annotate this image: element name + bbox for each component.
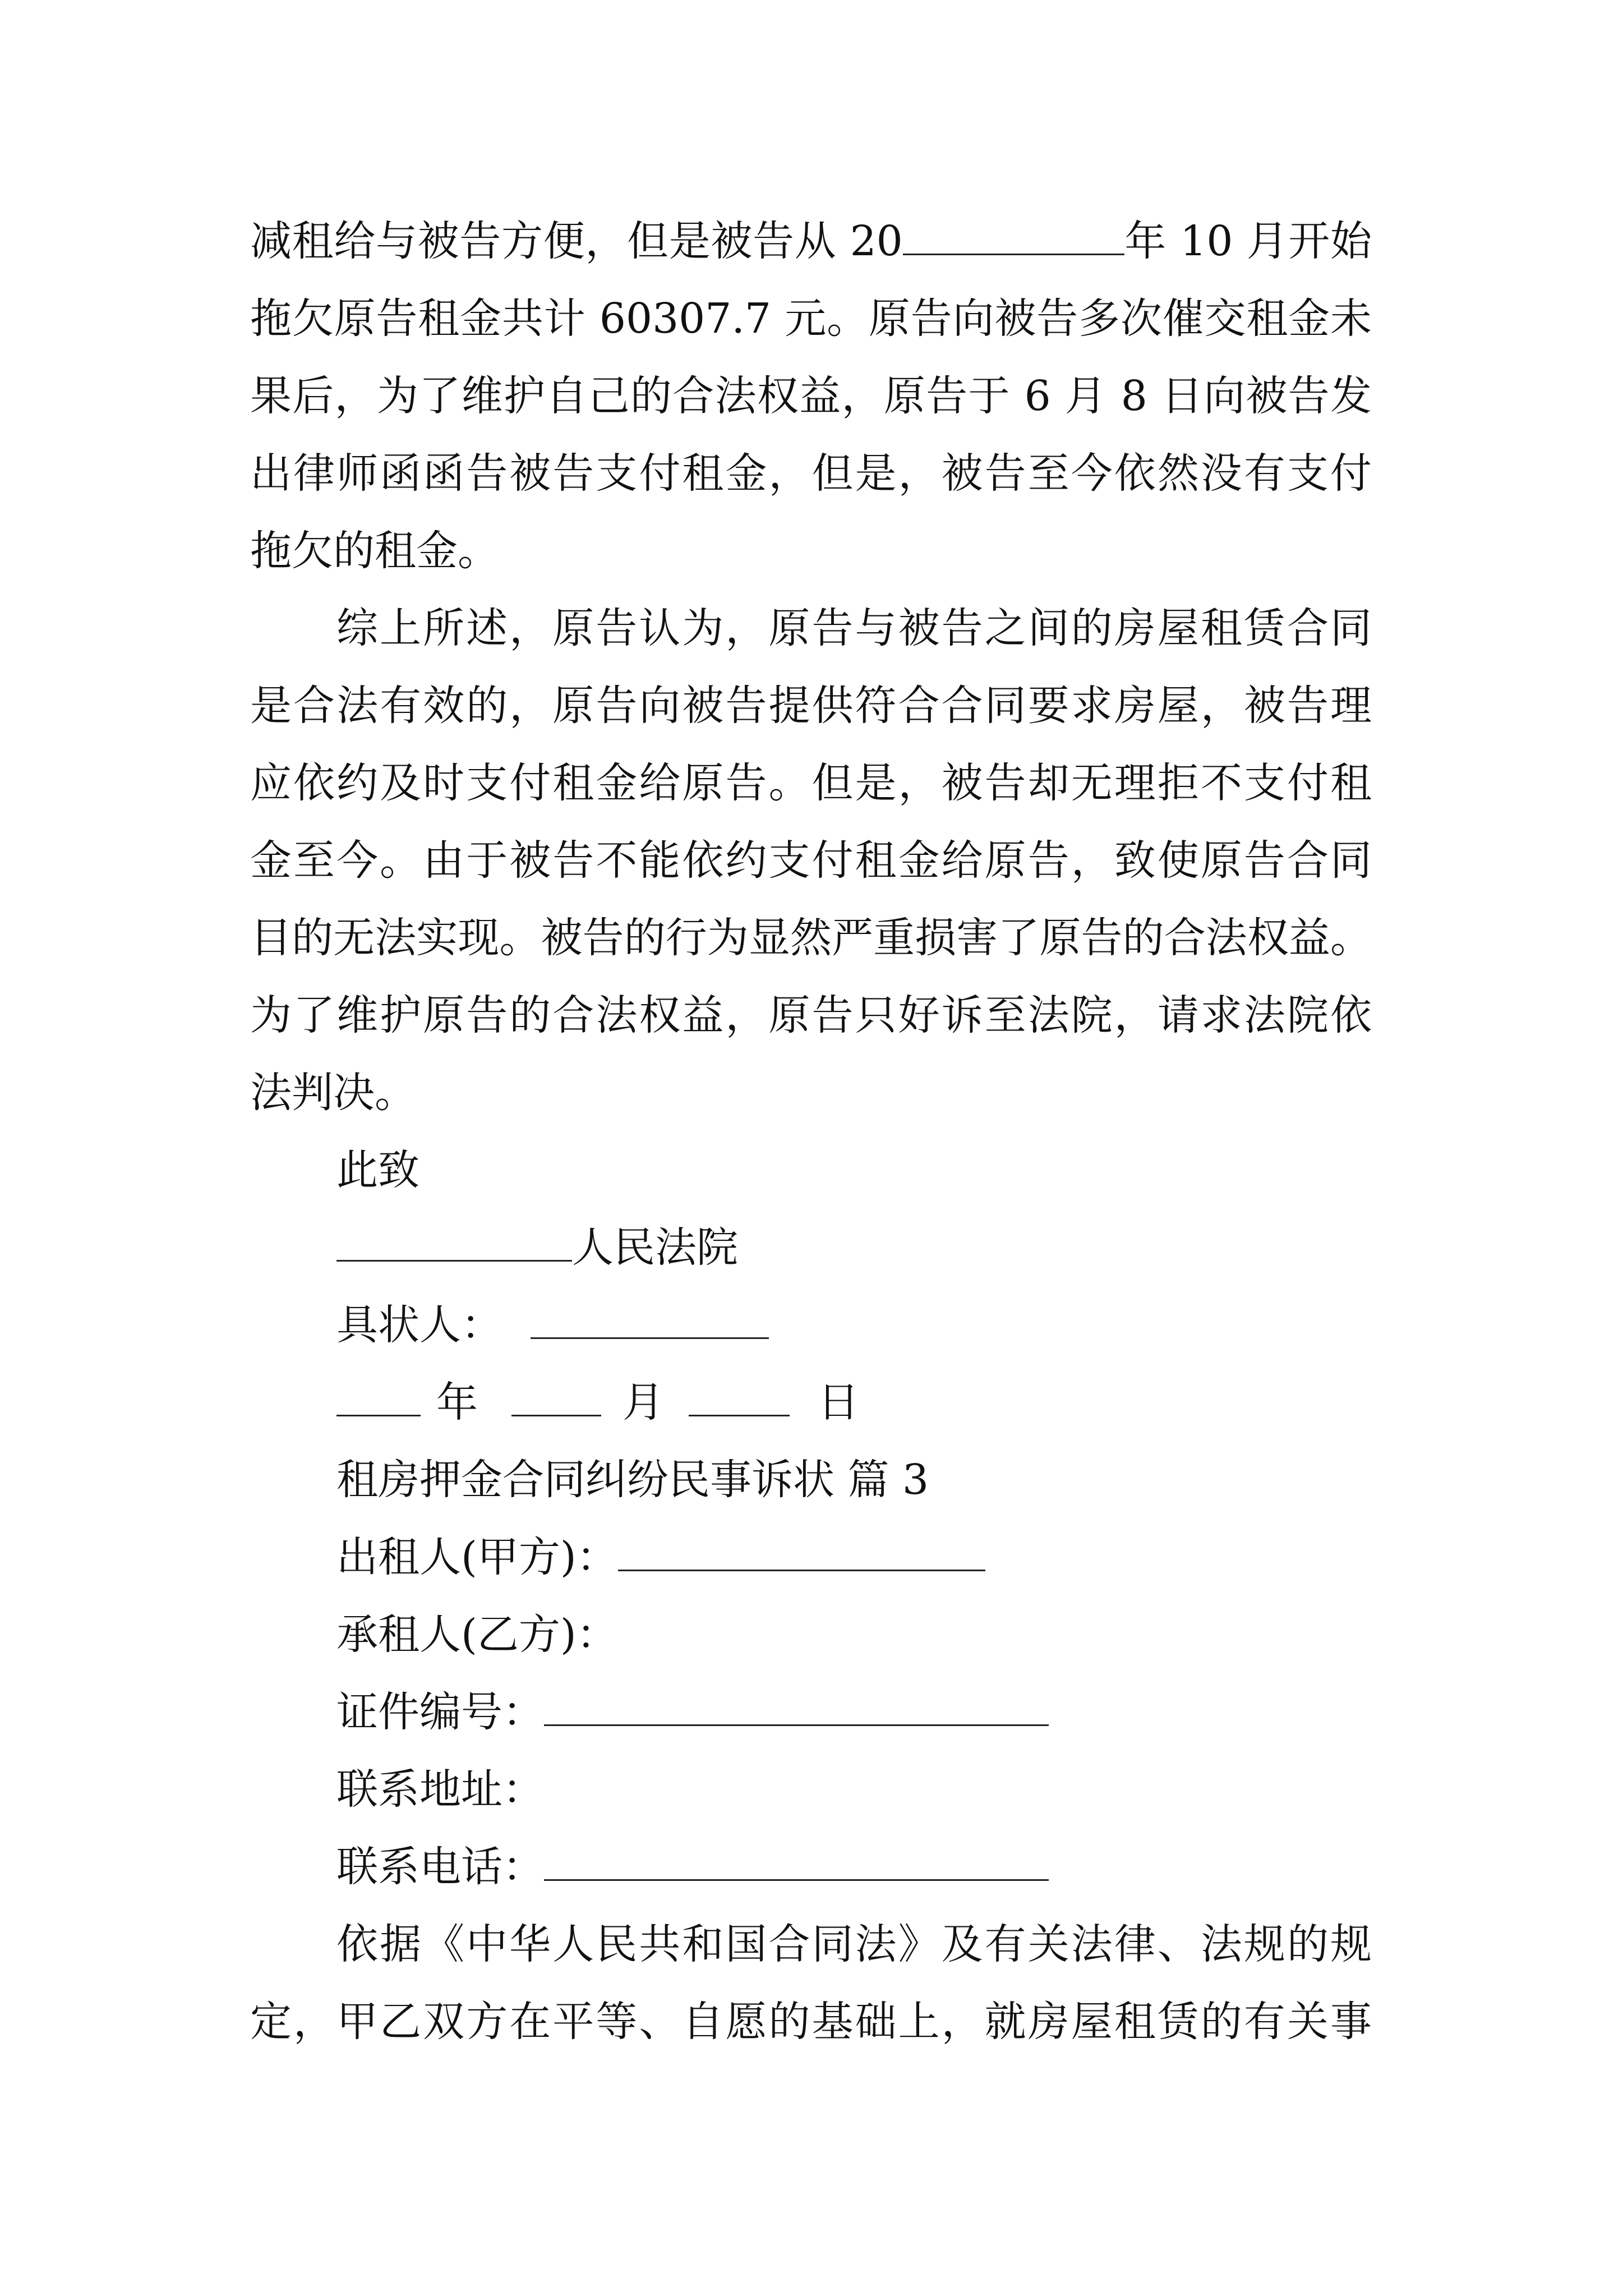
paragraph-line: 法判决。 bbox=[250, 1069, 416, 1117]
date-line bbox=[336, 1374, 859, 1430]
year-blank bbox=[336, 1375, 421, 1416]
court-line bbox=[336, 1220, 738, 1276]
year-label: 年 bbox=[436, 1378, 478, 1427]
lessor-label: 出租人(甲方)： bbox=[336, 1533, 618, 1581]
paragraph-line bbox=[250, 213, 1372, 269]
address-line: 联系地址： bbox=[336, 1765, 544, 1814]
paragraph-line: 综上所述，原告认为，原告与被告之间的房屋租赁合同 bbox=[336, 604, 1372, 652]
blank-field bbox=[903, 214, 1124, 255]
paragraph-line: 是合法有效的，原告向被告提供符合合同要求房屋，被告理 bbox=[250, 682, 1372, 730]
plaintiff-blank bbox=[531, 1298, 769, 1339]
lessee-line: 承租人(乙方)： bbox=[336, 1611, 618, 1659]
paragraph-line: 为了维护原告的合法权益，原告只好诉至法院，请求法院依 bbox=[250, 991, 1372, 1039]
month-blank bbox=[511, 1375, 601, 1416]
paragraph-line: 出律师函函告被告支付租金，但是，被告至今依然没有支付 bbox=[250, 449, 1372, 498]
paragraph-line: 拖欠的租金。 bbox=[250, 527, 499, 575]
paragraph-line: 拖欠原告租金共计 60307.7 元。原告向被告多次催交租金未 bbox=[250, 295, 1372, 343]
paragraph-line: 依据《中华人民共和国合同法》及有关法律、法规的规 bbox=[336, 1920, 1372, 1968]
paragraph-line: 定，甲乙双方在平等、自愿的基础上，就房屋租赁的有关事 bbox=[250, 1998, 1372, 2046]
section-title: 租房押金合同纠纷民事诉状 篇 3 bbox=[336, 1456, 929, 1504]
line-text: 年 10 月开始 bbox=[1124, 217, 1372, 265]
line-text: 减租给与被告方便，但是被告从 20 bbox=[250, 217, 903, 265]
paragraph-line: 目的无法实现。被告的行为显然严重损害了原告的合法权益。 bbox=[250, 914, 1372, 962]
paragraph-line: 应依约及时支付租金给原告。但是，被告却无理拒不支付租 bbox=[250, 759, 1372, 807]
salutation: 此致 bbox=[336, 1146, 419, 1194]
paragraph-line: 金至今。由于被告不能依约支付租金给原告，致使原告合同 bbox=[250, 836, 1372, 885]
court-suffix: 人民法院 bbox=[572, 1223, 738, 1272]
id-blank bbox=[544, 1685, 1049, 1726]
paragraph-line: 果后，为了维护自己的合法权益，原告于 6 月 8 日向被告发 bbox=[250, 372, 1372, 420]
month-label: 月 bbox=[623, 1378, 664, 1427]
phone-line bbox=[336, 1839, 1049, 1895]
id-label: 证件编号： bbox=[336, 1688, 544, 1736]
court-name-blank bbox=[336, 1221, 572, 1262]
id-line bbox=[336, 1684, 1049, 1740]
day-blank bbox=[689, 1375, 790, 1416]
lessor-line bbox=[336, 1529, 985, 1585]
phone-blank bbox=[544, 1840, 1049, 1881]
phone-label: 联系电话： bbox=[336, 1843, 544, 1891]
day-label: 日 bbox=[818, 1378, 859, 1427]
lessor-blank bbox=[618, 1530, 985, 1571]
plaintiff-label: 具状人： bbox=[336, 1301, 502, 1349]
plaintiff-line bbox=[336, 1297, 769, 1353]
